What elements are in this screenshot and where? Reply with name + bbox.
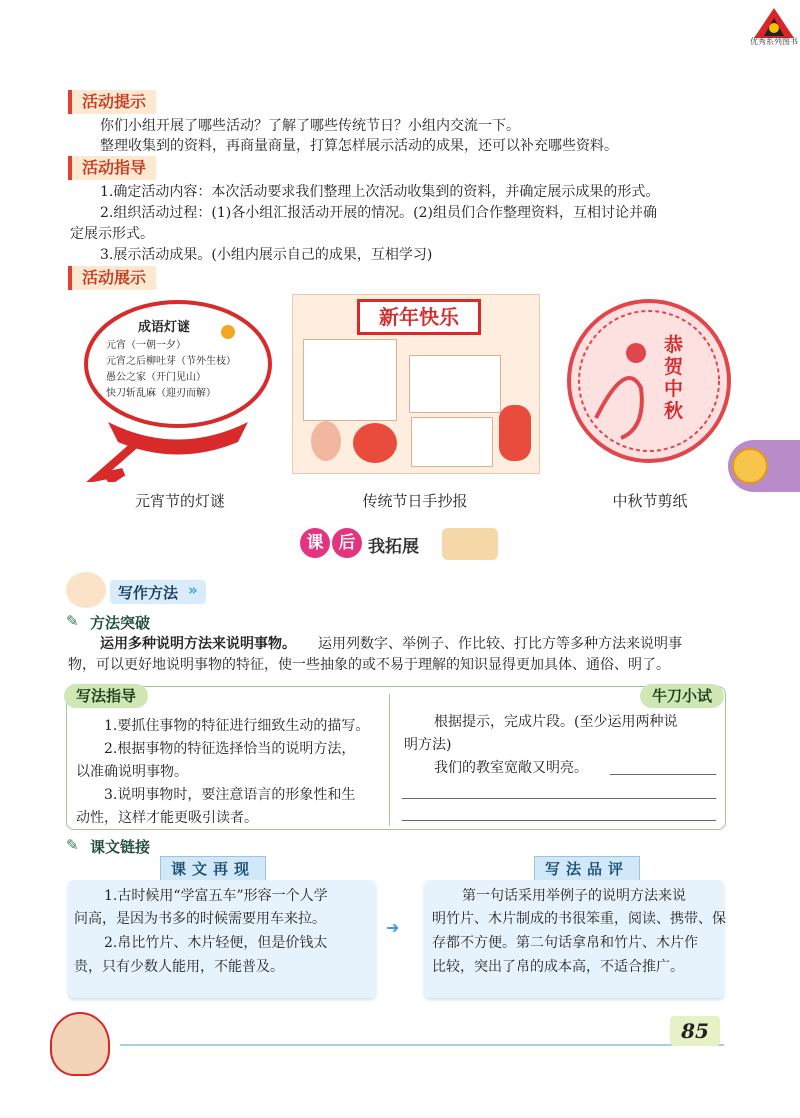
caption-newspaper: 传统节日手抄报 bbox=[362, 492, 468, 510]
lantern-riddle-2: 元宵之后柳吐芽（节外生枝） bbox=[106, 356, 236, 367]
writer-mascot-icon bbox=[66, 572, 106, 608]
guide-line-5: 动性，这样才能更吸引读者。 bbox=[76, 810, 258, 826]
method-line-2: 物，可以更好地说明事物的特征，使一些抽象的或不易于理解的知识显得更加具体、通俗、明了。 bbox=[68, 657, 670, 673]
mascot-icon bbox=[732, 448, 768, 484]
panel-divider bbox=[389, 694, 390, 826]
papercut-text: 恭贺中秋 bbox=[664, 334, 684, 422]
kehou-char-1: 课 bbox=[300, 528, 330, 558]
zhidao-line-3: 定展示形式。 bbox=[70, 226, 154, 242]
caption-lantern: 元宵节的灯谜 bbox=[134, 492, 225, 510]
method-head: 方法突破 bbox=[90, 614, 151, 632]
right-line-2: 明竹片、木片制成的书很笨重，阅读、携带、保 bbox=[432, 911, 726, 927]
lantern-riddle-1: 元宵（一朝一夕） bbox=[106, 340, 186, 351]
zhidao-line-2: 2.组织活动过程：(1)各小组汇报活动开展的情况。(2)组员们合作整理资料，互相讨论并确 bbox=[100, 205, 658, 221]
left-line-4: 贵，只有少数人能用，不能普及。 bbox=[74, 959, 284, 975]
answer-line-1[interactable] bbox=[610, 774, 716, 775]
try-line-1: 根据提示，完成片段。(至少运用两种说 bbox=[434, 714, 678, 730]
left-line-2: 问高，是因为书多的时候需要用车来拉。 bbox=[74, 911, 326, 927]
newspaper-article-right bbox=[409, 355, 501, 413]
newspaper-lion-figure bbox=[353, 423, 397, 463]
tag-zhidao: 活动指导 bbox=[68, 156, 156, 180]
newspaper-article-left bbox=[303, 339, 397, 421]
right-box-title: 写法品评 bbox=[534, 856, 640, 882]
try-line-3: 我们的教室宽敞又明亮。 bbox=[434, 760, 588, 776]
right-line-3: 存都不方便。第二句话拿帛和竹片、木片作 bbox=[432, 935, 698, 951]
newspaper-child-figure bbox=[311, 421, 341, 461]
zhidao-line-4: 3.展示活动成果。(小组内展示自己的成果，互相学习) bbox=[100, 247, 433, 263]
zhidao-line-1: 1.确定活动内容：本次活动要求我们整理上次活动收集到的资料，并确定展示成果的形式。 bbox=[100, 184, 660, 200]
footer-mascot-icon bbox=[50, 1012, 110, 1076]
newspaper-title: 新年快乐 bbox=[357, 299, 481, 335]
newspaper-illustration bbox=[292, 294, 540, 474]
lantern-title: 成语灯谜 bbox=[138, 320, 191, 335]
guide-line-3: 以准确说明事物。 bbox=[76, 764, 188, 780]
right-line-1: 第一句话采用举例子的说明方法来说 bbox=[462, 888, 686, 904]
lantern-illustration bbox=[78, 292, 278, 482]
arrow-right-icon: ➜ bbox=[386, 918, 400, 937]
tag-zhanshi: 活动展示 bbox=[68, 266, 156, 290]
guide-line-4: 3.说明事物时，要注意语言的形象性和生 bbox=[104, 787, 356, 803]
link-head: 课文链接 bbox=[90, 838, 151, 856]
side-tab bbox=[728, 440, 800, 492]
left-box-title: 课文再现 bbox=[160, 856, 266, 882]
guide-line-1: 1.要抓住事物的特征进行细致生动的描写。 bbox=[104, 718, 370, 734]
kehou-char-2: 后 bbox=[332, 528, 362, 558]
kehou-rest: 我拓展 bbox=[368, 537, 419, 557]
guide-title: 写法指导 bbox=[64, 684, 148, 708]
answer-line-3[interactable] bbox=[402, 820, 716, 821]
left-line-3: 2.帛比竹片、木片轻便，但是价钱太 bbox=[104, 935, 328, 951]
newspaper-article-bottom bbox=[411, 417, 493, 467]
writing-title: 写作方法 bbox=[118, 584, 179, 602]
double-chevron-icon: » bbox=[188, 581, 198, 599]
tag-tishi: 活动提示 bbox=[68, 90, 156, 114]
page-number: 85 bbox=[670, 1016, 720, 1046]
newspaper-girl-figure bbox=[499, 405, 531, 461]
pencil-icon-2: ✎ bbox=[66, 836, 79, 854]
footer-line bbox=[120, 1044, 724, 1046]
kehou-banner bbox=[296, 524, 506, 564]
method-bold: 运用多种说明方法来说明事物。 bbox=[100, 636, 296, 652]
papercut-illustration bbox=[566, 298, 732, 464]
pencil-icon: ✎ bbox=[66, 612, 79, 630]
method-line-1: 运用列数字、举例子、作比较、打比方等多种方法来说明事 bbox=[318, 636, 682, 652]
answer-line-2[interactable] bbox=[402, 798, 716, 799]
try-line-2: 明方法) bbox=[404, 737, 452, 753]
kehou-students-illustration bbox=[442, 528, 498, 560]
lantern-riddle-4: 快刀斩乱麻（迎刃而解） bbox=[106, 388, 216, 399]
guide-line-2: 2.根据事物的特征选择恰当的说明方法， bbox=[104, 741, 356, 757]
lantern-riddle-3: 愚公之家（开门见山） bbox=[106, 372, 206, 383]
caption-papercut: 中秋节剪纸 bbox=[612, 492, 688, 510]
try-title: 牛刀小试 bbox=[640, 684, 724, 708]
tishi-line-2: 整理收集到的资料，再商量商量，打算怎样展示活动的成果，还可以补充哪些资料。 bbox=[100, 138, 618, 154]
right-line-4: 比较，突出了帛的成本高，不适合推广。 bbox=[432, 959, 684, 975]
left-line-1: 1.古时候用“学富五车”形容一个人学 bbox=[104, 888, 328, 904]
tishi-line-1: 你们小组开展了哪些活动？了解了哪些传统节日？小组内交流一下。 bbox=[100, 118, 520, 134]
logo-text: 优秀系列图书 bbox=[750, 37, 798, 46]
